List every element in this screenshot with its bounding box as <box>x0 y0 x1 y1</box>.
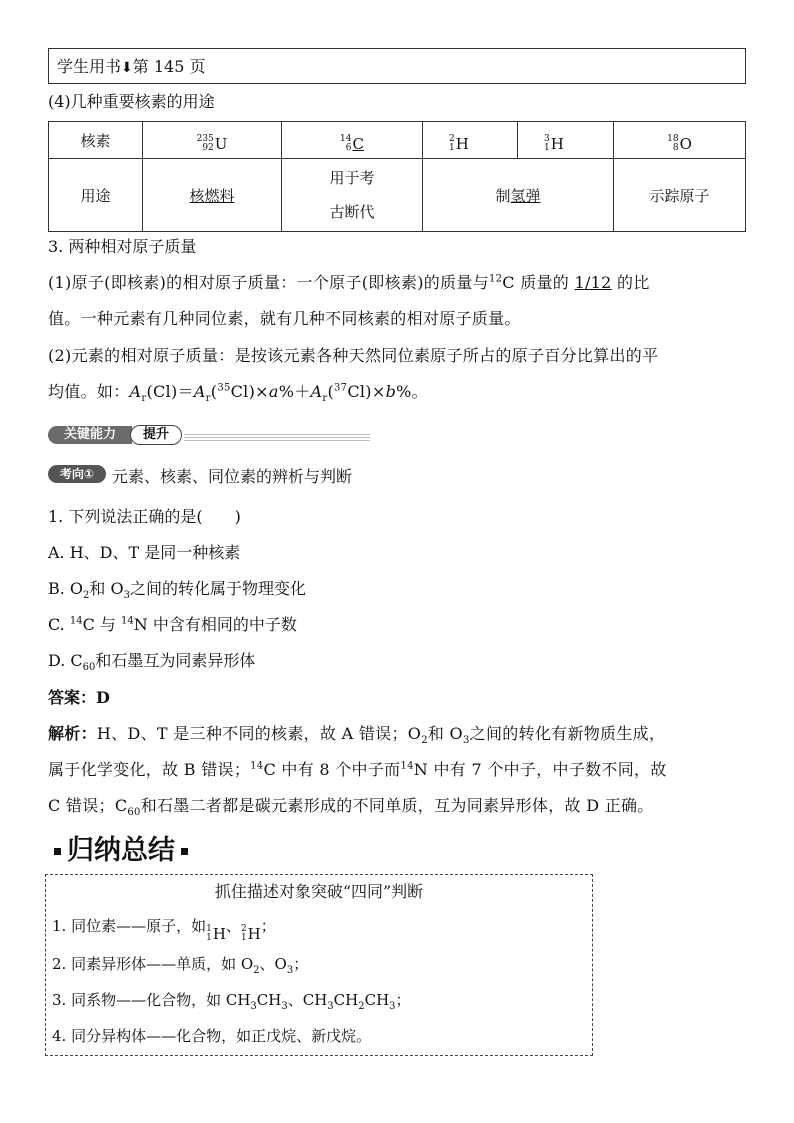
banner-tag: 提升 <box>130 425 182 445</box>
use-c14: 用于考 古断代 <box>282 159 423 232</box>
square-bullet-icon <box>54 848 61 855</box>
option-a: A. H、D、T 是同一种核素 <box>48 543 241 562</box>
summary-title: 归纳总结 <box>48 828 194 867</box>
header-cell-nuclide: 核素 <box>49 122 143 159</box>
use-u235: 核燃料 <box>143 159 282 232</box>
summary-item-4: 4. 同分异构体——化合物，如正戊烷、新戊烷。 <box>52 1027 372 1045</box>
option-d: D. $C_{60}$和石墨互为同素异形体 <box>48 651 256 674</box>
paragraph-2-line-2: 均值。如：$A_r(Cl)=A_r(^{35}Cl)\times a\%+A_r(^{37}Cl)\times b\%$。 <box>48 382 428 405</box>
banner-stripes <box>184 433 370 441</box>
table-row <box>49 122 746 159</box>
table-row <box>49 159 746 232</box>
nuclide-h2: 2 1 H <box>423 122 518 159</box>
use-o18: 示踪原子 <box>614 159 746 232</box>
option-c: C. $^{14}$C 与 $^{14}$N 中含有相同的中子数 <box>48 615 297 634</box>
analysis-line-1: 解析：H、D、T 是三种不同的核素，故 A 错误；$O_2$和 $O_3$之间的转化有新物质生成， <box>48 724 666 747</box>
question-stem: 1. 下列说法正确的是( ) <box>48 507 241 526</box>
summary-item-1: 1. 同位素——原子，如 1 1 H 、 2 1 H ； <box>52 917 276 943</box>
page-reference-box <box>48 48 746 84</box>
paragraph-1-line-1: (1)原子(即核素)的相对原子质量：一个原子(即核素)的质量与$^{12}$C 质量的 1/12 的比 <box>48 273 650 292</box>
summary-item-3: 3. 同系物——化合物，如 $CH_3CH_3$、$CH_3CH_2CH_3$； <box>52 991 411 1012</box>
topic-badge: 考向① <box>48 465 106 483</box>
paragraph-2-line-1: (2)元素的相对原子质量：是按该元素各种天然同位素原子所占的原子百分比算出的平 <box>48 346 659 365</box>
summary-box <box>45 874 593 1056</box>
nuclide-o18: 18 8 O <box>614 122 746 159</box>
square-bullet-icon <box>181 848 188 855</box>
answer: 答案：D <box>48 688 110 707</box>
analysis-line-3: C 错误；$C_{60}$和石墨二者都是碳元素形成的不同单质，互为同素异形体，故 D 正确。 <box>48 796 654 819</box>
down-arrow-icon: ⬇ <box>121 60 133 76</box>
nuclide-use-table <box>48 121 746 232</box>
nuclide-c14: 14 6 C <box>282 122 423 159</box>
page-reference: 学生用书⬇第 145 页 <box>57 57 206 76</box>
use-hydrogen: 制氢弹 <box>423 159 614 232</box>
header-cell-use: 用途 <box>49 159 143 232</box>
analysis-line-2: 属于化学变化，故 B 错误；$^{14}$C 中有 8 个中子而$^{14}$N 中有 7 个中子，中子数不同，故 <box>48 760 667 779</box>
key-ability-banner <box>48 425 370 445</box>
banner-label: 关键能力 <box>48 426 132 444</box>
paragraph-1-line-2: 值。一种元素有几种同位素，就有几种不同核素的相对原子质量。 <box>48 309 521 328</box>
option-b: B. $O_2$和 $O_3$之间的转化属于物理变化 <box>48 579 307 602</box>
section-3-title: 3. 两种相对原子质量 <box>48 237 197 256</box>
nuclide-h3: 3 1 H <box>518 122 614 159</box>
section-4-title: (4)几种重要核素的用途 <box>48 92 215 111</box>
nuclide-u235: 235 92 U <box>143 122 282 159</box>
summary-heading: 抓住描述对象突破“四同”判断 <box>214 882 424 901</box>
topic-title: 元素、核素、同位素的辨析与判断 <box>112 467 353 486</box>
summary-item-2: 2. 同素异形体——单质，如 $O_2$、$O_3$； <box>52 955 309 976</box>
